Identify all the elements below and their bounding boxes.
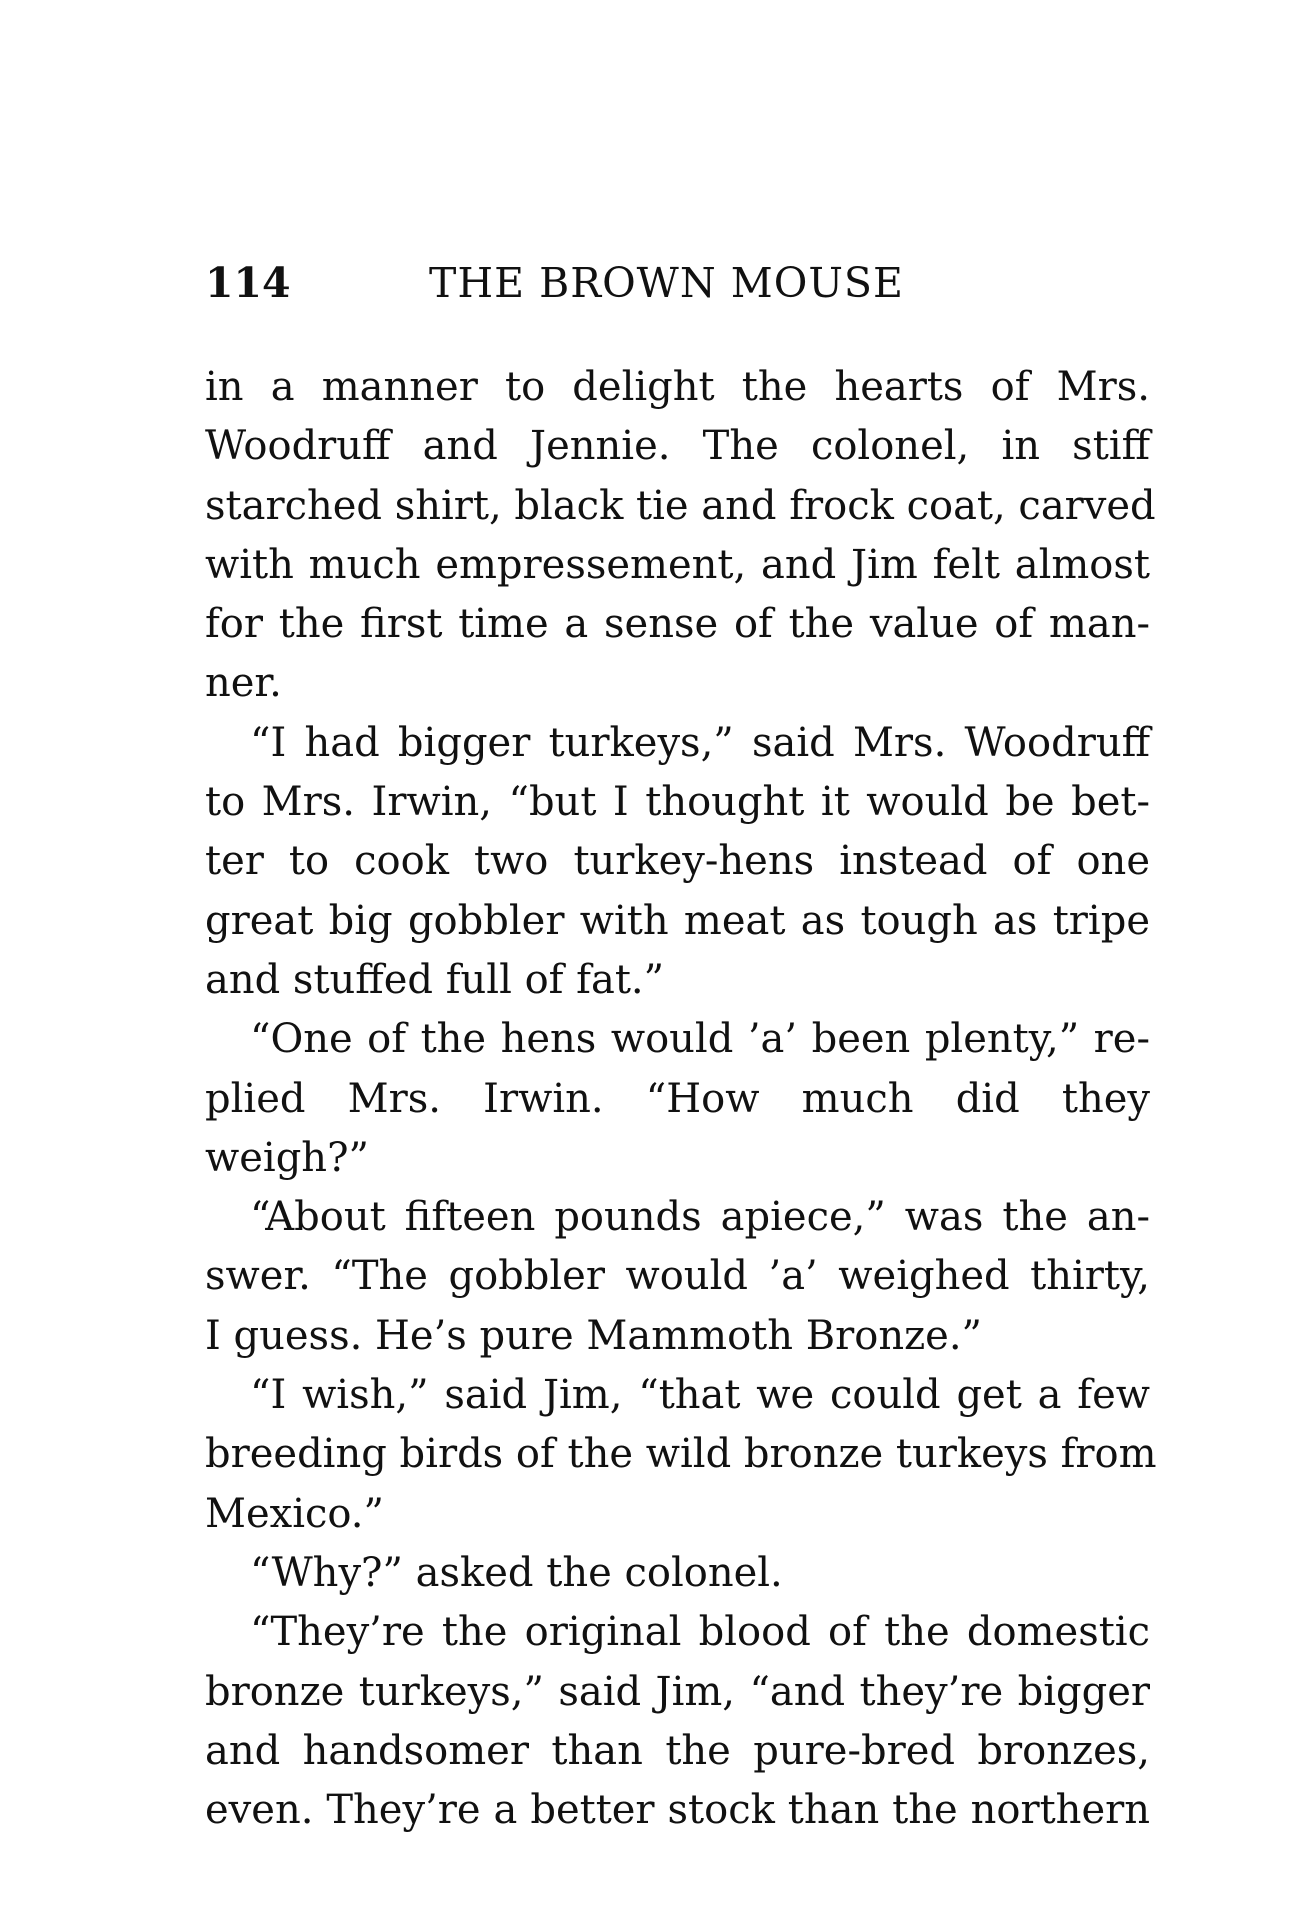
text-line: “One of the hens would ’a’ been plenty,” re- (250, 1016, 1150, 1063)
text-line: Mexico.” (205, 1490, 384, 1537)
text-line: ner. (205, 660, 282, 707)
running-title: THE BROWN MOUSE (429, 259, 904, 307)
text-line: for the first time a sense of the value of man- (205, 601, 1150, 648)
text-line: with much empressement, and Jim felt almost (205, 541, 1150, 588)
text-line: in a manner to delight the hearts of Mrs. (205, 364, 1150, 410)
body-text (205, 358, 1157, 1840)
text-line: Woodruff and Jennie. The colonel, in stiff (205, 423, 1150, 470)
text-line: great big gobbler with meat as tough as tripe (205, 897, 1150, 944)
text-line: swer. “The gobbler would ’a’ weighed thirty, (205, 1253, 1150, 1300)
text-line: breeding birds of the wild bronze turkeys from (205, 1431, 1157, 1478)
text-line: I guess. He’s pure Mammoth Bronze.” (205, 1312, 982, 1359)
text-line: ter to cook two turkey-hens instead of one (205, 838, 1150, 885)
text-line: plied Mrs. Irwin. “How much did they (205, 1075, 1150, 1122)
text-line: “I had bigger turkeys,” said Mrs. Woodruff (250, 719, 1150, 766)
text-line: “About fifteen pounds apiece,” was the an- (250, 1194, 1150, 1241)
text-line: “They’re the original blood of the domestic (250, 1609, 1150, 1656)
text-line: and handsomer than the pure-bred bronzes, (205, 1727, 1150, 1774)
text-line: and stuffed full of fat.” (205, 956, 665, 1003)
text-line: even. They’re a better stock than the northern (205, 1787, 1150, 1834)
page-number: 114 (205, 259, 291, 307)
text-line: weigh?” (205, 1134, 369, 1181)
text-line: “I wish,” said Jim, “that we could get a few (250, 1372, 1150, 1419)
text-line: bronze turkeys,” said Jim, “and they’re bigger (205, 1668, 1150, 1715)
text-line: starched shirt, black tie and frock coat, carved (205, 482, 1156, 529)
text-line: “Why?” asked the colonel. (250, 1549, 783, 1596)
page-header (205, 258, 1145, 308)
text-line: to Mrs. Irwin, “but I thought it would be bet- (205, 779, 1150, 826)
